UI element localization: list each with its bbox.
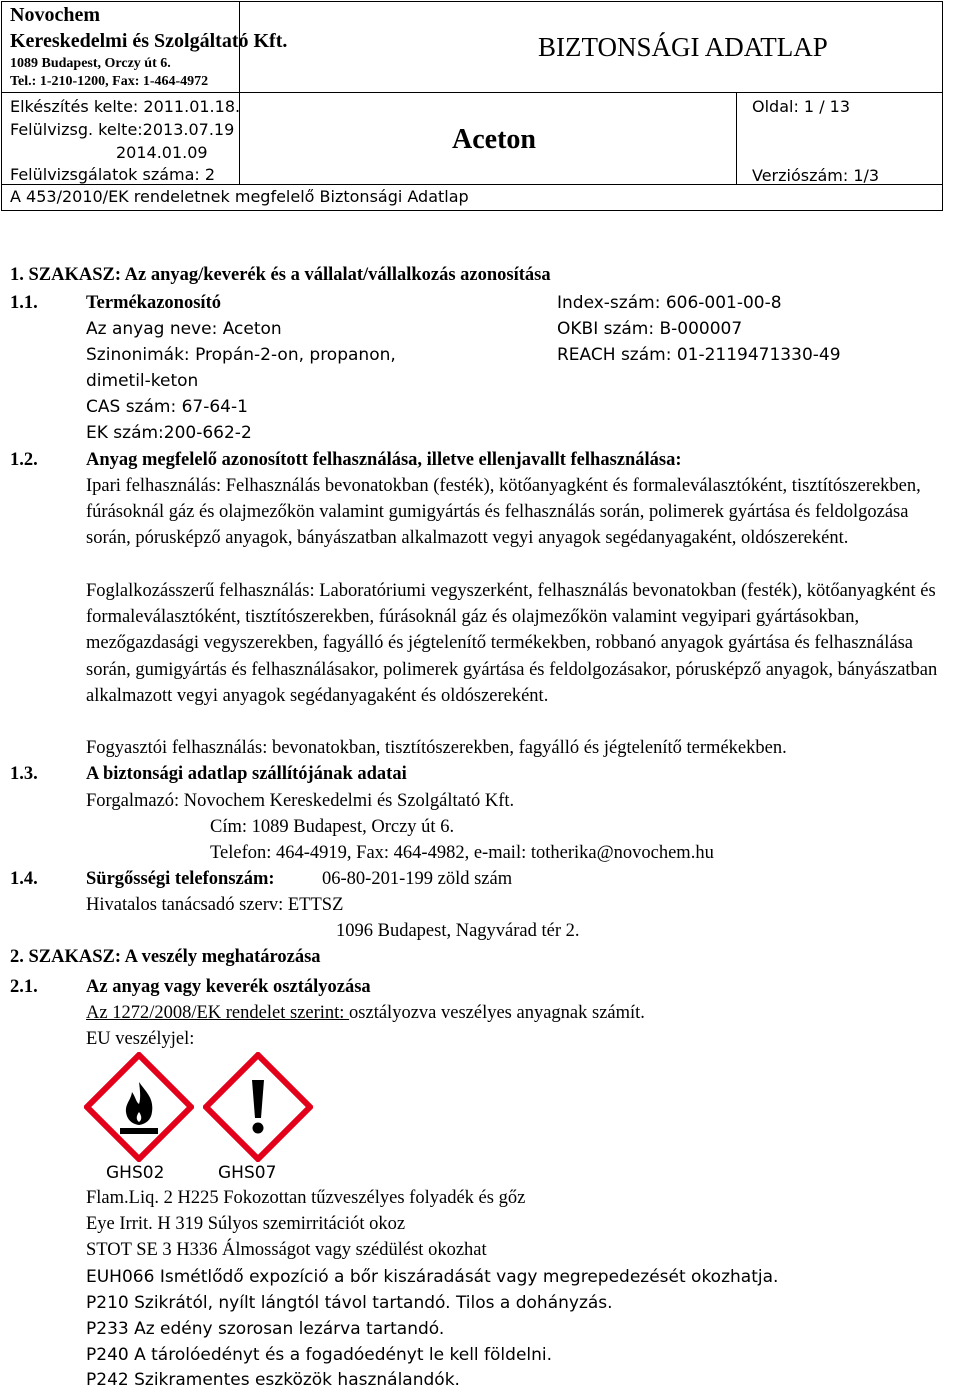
- header-divider: [2, 92, 942, 93]
- revised-date: Felülvizsg. kelte:2013.07.19: [10, 120, 235, 139]
- ghs02-label: GHS02: [106, 1163, 165, 1183]
- professional-use-paragraph: Foglalkozásszerű felhasználás: Laboratóriumi vegyszerként, felhasználás bevonatokban (festék), kötőanyagként és formaleválasztóként, tisztítószerekben, fúrásoknál gáz és olajmezőkön valamint vegyipari gyártásokban, mezőgazdasági vegyszerekben, fagyálló és jégtelenítő termékekben, robbanó anyagok gyártása és felhasználása során, gumigyártás és felhasználásakor, polimerek gyártása és feldolgozásakor, pórusképző anyagok, bányászatban alkalmazott vegyi anyagok segédanyagaként és oldószereként.: [86, 581, 938, 706]
- classification-result: osztályozva veszélyes anyagnak számít.: [349, 1003, 645, 1023]
- section-number: 1.1.: [10, 293, 38, 313]
- synonyms: Szinonimák: Propán-2-on, propanon,: [86, 345, 396, 365]
- version-number: Verziószám: 1/3: [752, 166, 880, 185]
- company-name: Novochem: [10, 4, 100, 26]
- header-divider: [736, 92, 737, 184]
- classification-statement: [86, 1000, 645, 1026]
- revised-date-2: 2014.01.09: [116, 143, 208, 162]
- reach-number: REACH szám: 01-2119471330-49: [557, 345, 841, 365]
- precaution-p210: P210 Szikrától, nyílt lángtól távol tartandó. Tilos a dohányzás.: [86, 1293, 613, 1313]
- advisory-body: Hivatalos tanácsadó szerv: ETTSZ: [86, 895, 344, 915]
- company-fullname: Kereskedelmi és Szolgáltató Kft.: [10, 30, 288, 52]
- distributor: Forgalmazó: Novochem Kereskedelmi és Szolgáltató Kft.: [86, 791, 515, 811]
- ek-number: EK szám:200-662-2: [86, 423, 252, 443]
- ghs07-label: GHS07: [218, 1163, 277, 1183]
- precaution-p240: P240 A tárolóedényt és a fogadóedényt le kell földelni.: [86, 1345, 553, 1365]
- page-number: Oldal: 1 / 13: [752, 97, 851, 116]
- okbi-number: OKBI szám: B-000007: [557, 319, 743, 339]
- cas-number: CAS szám: 67-64-1: [86, 397, 248, 417]
- created-date: Elkészítés kelte: 2011.01.18.: [10, 97, 241, 116]
- hazard-statement-h319: Eye Irrit. H 319 Súlyos szemirritációt okoz: [86, 1214, 406, 1234]
- industrial-use-paragraph: Ipari felhasználás: Felhasználás bevonatokban (festék), kötőanyagként és formaleválasztóként, tisztítószerekben, fúrásoknál gáz és olajmezőkön valamint gumigyártás és felhasználás során, polimerek gyártása és feldolgozása során, pórusképző anyagok, bányászatban alkalmazott vegyi anyagok segédanyagaként, oldószereként.: [86, 476, 921, 549]
- section-title: Anyag megfelelő azonosított felhasználása, illetve ellenjavallt felhasználása:: [86, 450, 682, 470]
- document-title: BIZTONSÁGI ADATLAP: [538, 32, 828, 62]
- product-name: Aceton: [452, 124, 536, 155]
- section-title: Sürgősségi telefonszám:: [86, 869, 275, 889]
- emergency-phone: 06-80-201-199 zöld szám: [322, 869, 513, 889]
- section-number: 2.1.: [10, 977, 38, 997]
- exclamation-mark-icon: [203, 1052, 313, 1162]
- regulation-reference: Az 1272/2008/EK rendelet szerint:: [86, 1003, 350, 1023]
- hazard-statement-euh066: EUH066 Ismétlődő expozíció a bőr kiszáradását vagy megrepedezését okozhatja.: [86, 1267, 779, 1287]
- hazard-statement-h225: Flam.Liq. 2 H225 Fokozottan tűzveszélyes folyadék és gőz: [86, 1188, 526, 1208]
- section-title: Termékazonosító: [86, 293, 221, 313]
- section-title: Az anyag vagy keverék osztályozása: [86, 977, 371, 997]
- substance-name: Az anyag neve: Aceton: [86, 319, 282, 339]
- section-number: 1.4.: [10, 869, 38, 889]
- index-number: Index-szám: 606-001-00-8: [557, 293, 782, 313]
- company-phone-fax: Tel.: 1-210-1200, Fax: 1-464-4972: [10, 74, 209, 89]
- hazard-statement-h336: STOT SE 3 H336 Álmosságot vagy szédülést okozhat: [86, 1240, 487, 1260]
- section-number: 1.3.: [10, 764, 38, 784]
- section-title: A biztonsági adatlap szállítójának adatai: [86, 764, 407, 784]
- precaution-p242: P242 Szikramentes eszközök használandók.: [86, 1370, 460, 1390]
- section-number: 1.2.: [10, 450, 38, 470]
- precaution-p233: P233 Az edény szorosan lezárva tartandó.: [86, 1319, 445, 1339]
- distributor-contact: Telefon: 464-4919, Fax: 464-4982, e-mail: totherika@novochem.hu: [210, 843, 714, 863]
- regulation-note: A 453/2010/EK rendeletnek megfelelő Biztonsági Adatlap: [10, 187, 469, 206]
- eu-hazard-label: EU veszélyjel:: [86, 1029, 195, 1049]
- section-2-heading: 2. SZAKASZ: A veszély meghatározása: [10, 947, 321, 967]
- advisory-address: 1096 Budapest, Nagyvárad tér 2.: [336, 921, 580, 941]
- revision-count: Felülvizsgálatok száma: 2: [10, 165, 216, 184]
- distributor-address: Cím: 1089 Budapest, Orczy út 6.: [210, 817, 455, 837]
- flame-icon: [84, 1052, 194, 1162]
- synonyms-cont: dimetil-keton: [86, 371, 199, 391]
- section-1-heading: 1. SZAKASZ: Az anyag/keverék és a vállalat/vállalkozás azonosítása: [10, 265, 551, 285]
- consumer-use-paragraph: Fogyasztói felhasználás: bevonatokban, tisztítószerekben, fagyálló és jégtelenítő termékekben.: [86, 738, 787, 758]
- company-address: 1089 Budapest, Orczy út 6.: [10, 56, 171, 71]
